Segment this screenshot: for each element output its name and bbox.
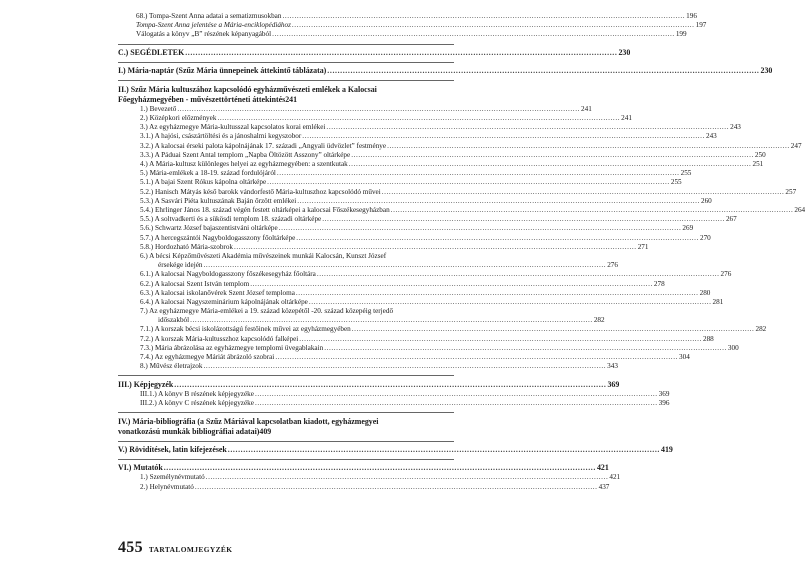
toc-entry[interactable] xyxy=(118,141,802,151)
toc-entry[interactable] xyxy=(118,150,766,160)
toc-entry[interactable] xyxy=(118,398,670,408)
toc-entry-title: 7.4.) Az egyházmegye Máriát ábrázoló szobrai xyxy=(140,353,275,362)
toc-entry-title-line1: II.) Szűz Mária kultuszához kapcsolódó egyházművészeti emlékek a Kalocsai xyxy=(118,84,377,94)
toc-page-number: 241 xyxy=(581,104,592,113)
toc-entry[interactable] xyxy=(118,132,717,142)
divider xyxy=(118,375,454,376)
toc-entry[interactable] xyxy=(118,114,632,123)
dot-leader xyxy=(177,105,580,114)
toc-section-2-items xyxy=(118,104,805,252)
dot-leader xyxy=(317,270,720,279)
toc-page-number: 199 xyxy=(675,30,687,39)
toc-page-number: 260 xyxy=(700,196,712,205)
toc-top-items xyxy=(118,11,707,40)
toc-entry[interactable] xyxy=(118,325,767,335)
toc-page-number: 196 xyxy=(686,11,697,20)
dot-leader xyxy=(204,261,607,270)
toc-page-number: 270 xyxy=(699,233,711,242)
toc-entry-title: 8.) Művész életrajzok xyxy=(140,362,203,371)
toc-entry-title: 3.2.) A kalocsai érseki palota kápolnájának 17. századi „Angyali üdvözlet” festménye xyxy=(140,141,387,150)
toc-page-number: 271 xyxy=(637,242,649,251)
page-footer xyxy=(118,539,232,557)
toc-entry[interactable] xyxy=(118,123,741,132)
dot-leader xyxy=(267,178,670,187)
toc-page-number: 300 xyxy=(727,343,739,352)
dot-leader xyxy=(164,463,596,473)
toc-page-number: 421 xyxy=(596,463,609,473)
toc-page-number: 251 xyxy=(752,160,764,169)
dot-leader xyxy=(255,399,658,408)
dot-leader xyxy=(282,12,685,21)
toc-page-number: 419 xyxy=(661,445,673,455)
toc-entry[interactable] xyxy=(118,169,692,178)
toc-entry[interactable] xyxy=(118,288,711,298)
toc-entry-title: 5.7.) A hercegszántói Nagyboldogasszony főoltárképe xyxy=(140,233,296,242)
toc-entry-title: 5.4.) Ehrlinger János 18. század végén festett oltárképei a kalocsai Főszékesegyházban xyxy=(140,205,390,214)
toc-page-number: 281 xyxy=(712,297,724,306)
toc-entry-title: 2.) Középkori előzmények xyxy=(140,114,217,123)
toc-entry-title: 5.8.) Hordozható Mária-szobrok xyxy=(140,242,234,251)
toc-entry-title: 5.5.) A soltvadkerti és a sükösdi templom 18. századi oltárképe xyxy=(140,215,322,224)
dot-leader xyxy=(302,132,705,141)
toc-section-6-items xyxy=(118,473,621,491)
toc-entry[interactable] xyxy=(118,279,665,289)
dot-leader xyxy=(351,151,754,160)
toc-section-6[interactable] xyxy=(118,463,609,473)
dot-leader xyxy=(279,224,682,233)
dot-leader xyxy=(324,344,727,353)
toc-entry-title: 1.) Bevezető xyxy=(140,104,177,113)
toc-entry[interactable] xyxy=(118,334,714,344)
dot-leader xyxy=(185,48,617,58)
toc-entry-title: 1.) Személynévmutató xyxy=(140,473,205,482)
toc-page-number: 288 xyxy=(702,334,714,343)
toc-page-number: 250 xyxy=(754,150,766,159)
toc-entry-title: Tompa-Szent Anna jelentése a Mária-enciklopédiához xyxy=(136,21,291,30)
toc-entry-title: 5.) Mária-emlékek a 18-19. század fordulójáról xyxy=(140,169,276,178)
toc-entry-title-line1: 6.) A bécsi Képzőművészeti Akadémia művészeinek munkái Kalocsán, Kunszt József xyxy=(140,251,387,260)
toc-entry-title: 4.) A Mária-kultusz különleges helyei az egyházmegyében: a szentkutak xyxy=(140,160,348,169)
footer-running-title: TARTALOMJEGYZÉK xyxy=(148,545,233,554)
toc-entry[interactable] xyxy=(118,389,670,399)
dot-leader xyxy=(352,325,755,334)
footer-page-number: 455 xyxy=(118,539,143,556)
toc-entry-wrapped[interactable] xyxy=(118,307,605,325)
dot-leader xyxy=(228,445,660,455)
toc-entry-title: III.2.) A könyv C részének képjegyzéke xyxy=(140,398,254,407)
dot-leader xyxy=(309,298,712,307)
dot-leader xyxy=(275,353,678,362)
toc-page-number: 280 xyxy=(699,288,711,297)
toc-page-number: 230 xyxy=(618,47,631,57)
dot-leader xyxy=(326,123,729,132)
dot-leader xyxy=(206,473,609,482)
toc-entry-title-line1: 7.) Az egyházmegye Mária-emlékei a 19. század közepétől -20. század közepéig terjedő xyxy=(140,307,394,316)
toc-page-number: 278 xyxy=(653,279,665,288)
toc-page-number: 197 xyxy=(695,21,707,30)
toc-page-number: 421 xyxy=(609,473,621,482)
toc-entry-title: 68.) Tompa-Szent Anna adatai a sematizmusokban xyxy=(136,11,282,20)
toc-entry-title: 7.3.) Mária ábrázolása az egyházmegye templomi üvegablakain xyxy=(140,343,324,352)
toc-entry-title: 3.3.) A Páduai Szent Antal templom „Napba Öltözött Asszony” oltárképe xyxy=(140,150,351,159)
toc-page-number: 304 xyxy=(679,353,690,362)
dot-leader xyxy=(349,160,752,169)
toc-entry-title-line1: IV.) Mária-bibliográfia (a Szűz Máriával kapcsolatban kiadott, egyházmegyei xyxy=(118,417,379,426)
toc-entry[interactable] xyxy=(118,205,805,215)
toc-entry-title: V.) Rövidítések, latin kifejezések xyxy=(118,445,227,455)
toc-entry-title-line2: Főegyházmegyében - művészettörténeti áttekintés xyxy=(118,94,286,104)
dot-leader xyxy=(190,316,593,325)
toc-entry-title: 3.) Az egyházmegye Mária-kultusszal kapcsolatos korai emlékei xyxy=(140,123,326,132)
dot-leader xyxy=(322,215,725,224)
toc-entry[interactable] xyxy=(118,187,797,197)
toc-entry[interactable] xyxy=(118,242,649,252)
toc-entry[interactable] xyxy=(118,21,707,30)
toc-entry[interactable] xyxy=(118,11,697,21)
dot-leader xyxy=(327,66,759,76)
dot-leader xyxy=(382,188,785,197)
toc-page-number: 257 xyxy=(785,187,797,196)
toc-entry[interactable] xyxy=(118,104,592,114)
toc-page-number: 409 xyxy=(259,427,272,436)
toc-entry[interactable] xyxy=(118,473,621,482)
dot-leader xyxy=(296,289,699,298)
toc-entry[interactable] xyxy=(118,297,724,307)
toc-page-number: 343 xyxy=(607,362,618,371)
toc-page-number: 282 xyxy=(755,325,767,334)
dot-leader xyxy=(195,483,598,492)
toc-entry-title-line2: vonatkozású munkák bibliográfiai adatai) xyxy=(118,427,260,436)
toc-entry-title: 5.6.) Schwartz József bajaszentistváni oltárképe xyxy=(140,224,278,233)
toc-entry[interactable] xyxy=(118,215,737,224)
divider xyxy=(118,459,454,460)
dot-leader xyxy=(174,380,606,390)
table-of-contents xyxy=(118,11,805,492)
toc-entry[interactable] xyxy=(118,343,739,353)
toc-entry[interactable] xyxy=(118,160,764,169)
toc-entry[interactable] xyxy=(118,178,682,187)
toc-entry-title: C.) SEGÉDLETEK xyxy=(118,47,185,57)
toc-entry-title: 3.1.) A hajósi, császártöltési és a jánoshalmi kegyszobor xyxy=(140,132,302,141)
dot-leader xyxy=(292,21,695,30)
dot-leader xyxy=(296,234,699,243)
toc-page-number: 276 xyxy=(607,261,618,270)
toc-section-4[interactable] xyxy=(118,417,454,437)
dot-leader xyxy=(387,142,790,151)
toc-section-3-items xyxy=(118,389,670,408)
toc-page-number: 276 xyxy=(720,270,732,279)
toc-entry-title: 7.1.) A korszak bécsi iskolázottságú festőinek művei az egyházmegyében xyxy=(140,325,351,334)
toc-entry-title: Válogatás a könyv „B” részének képanyagából xyxy=(136,30,272,39)
toc-entry[interactable] xyxy=(118,270,732,279)
toc-entry-title-line2: érsekége idején xyxy=(158,261,203,270)
toc-page-number: 230 xyxy=(760,65,773,75)
toc-entry[interactable] xyxy=(118,224,694,233)
toc-page-number: 241 xyxy=(285,94,298,104)
toc-entry[interactable] xyxy=(118,353,690,362)
toc-entry-wrapped[interactable] xyxy=(118,251,618,270)
toc-entry-title: 6.3.) A kalocsai iskolanővérek Szent József temploma xyxy=(140,288,295,297)
toc-page-number: 243 xyxy=(730,123,741,132)
toc-entry-title: III.) Képjegyzék xyxy=(118,379,174,389)
toc-section-c[interactable] xyxy=(118,47,631,58)
dot-leader xyxy=(299,335,702,344)
dot-leader xyxy=(277,169,680,178)
toc-entry-title: 5.2.) Hanisch Mátyás késő barokk vándorfestő Mária-kultuszhoz kapcsolódó művei xyxy=(140,187,381,196)
dot-leader xyxy=(255,390,658,399)
toc-section-2-items-c xyxy=(118,325,767,372)
toc-entry[interactable] xyxy=(118,362,618,371)
toc-page-number: 243 xyxy=(705,132,717,141)
toc-page-number: 255 xyxy=(670,178,682,187)
divider xyxy=(118,62,454,63)
toc-section-2[interactable] xyxy=(118,85,454,105)
divider xyxy=(118,80,454,81)
toc-entry-title: I.) Mária-naptár (Szűz Mária ünnepeinek áttekintő táblázata) xyxy=(118,65,327,75)
toc-entry-title: 6.2.) A kalocsai Szent István templom xyxy=(140,279,250,288)
divider xyxy=(118,412,454,413)
toc-page-number: 241 xyxy=(621,114,632,123)
dot-leader xyxy=(217,114,620,123)
toc-entry[interactable] xyxy=(118,30,687,39)
toc-entry-title: 2.) Helynévmutató xyxy=(140,482,194,491)
divider xyxy=(118,44,454,45)
dot-leader xyxy=(272,30,675,39)
toc-entry-title-line2: időszakból xyxy=(158,316,190,325)
dot-leader xyxy=(234,243,637,252)
toc-entry-title: 5.1.) A bajai Szent Rókus kápolna oltárképe xyxy=(140,178,267,187)
toc-section-3[interactable] xyxy=(118,379,620,389)
toc-section-1[interactable] xyxy=(118,65,773,76)
toc-section-2-items-b xyxy=(118,270,732,307)
toc-page-number: 247 xyxy=(790,141,802,150)
toc-page-number: 264 xyxy=(794,205,805,214)
toc-page-number: 396 xyxy=(658,398,670,407)
toc-entry[interactable] xyxy=(118,196,712,206)
toc-entry-title: 6.4.) A kalocsai Nagyszeminárium kápolnájának oltárképe xyxy=(140,297,308,306)
toc-entry[interactable] xyxy=(118,233,711,243)
toc-section-5[interactable] xyxy=(118,445,673,455)
toc-entry-title: 7.2.) A korszak Mária-kultusszhoz kapcsolódó falképei xyxy=(140,334,299,343)
toc-page-number: 267 xyxy=(725,215,737,224)
toc-page-number: 255 xyxy=(680,169,692,178)
toc-page-number: 269 xyxy=(682,224,694,233)
toc-entry-title: VI.) Mutatók xyxy=(118,463,163,473)
toc-entry-title: III.1.) A könyv B részének képjegyzéke xyxy=(140,389,254,398)
toc-page-number: 369 xyxy=(658,389,670,398)
toc-entry[interactable] xyxy=(118,482,610,492)
dot-leader xyxy=(391,206,794,215)
toc-entry-title: 6.1.) A kalocsai Nagyboldogasszony főszékesegyház főoltára xyxy=(140,270,316,279)
divider xyxy=(118,441,454,442)
toc-entry-title: 5.3.) A Sasvári Piéta kultuszának Baján őrzött emlékei xyxy=(140,196,297,205)
toc-page-number: 282 xyxy=(593,316,605,325)
dot-leader xyxy=(203,362,606,371)
toc-page-number: 437 xyxy=(598,482,610,491)
toc-page-number: 369 xyxy=(607,379,620,389)
dot-leader xyxy=(297,197,700,206)
dot-leader xyxy=(250,280,653,289)
